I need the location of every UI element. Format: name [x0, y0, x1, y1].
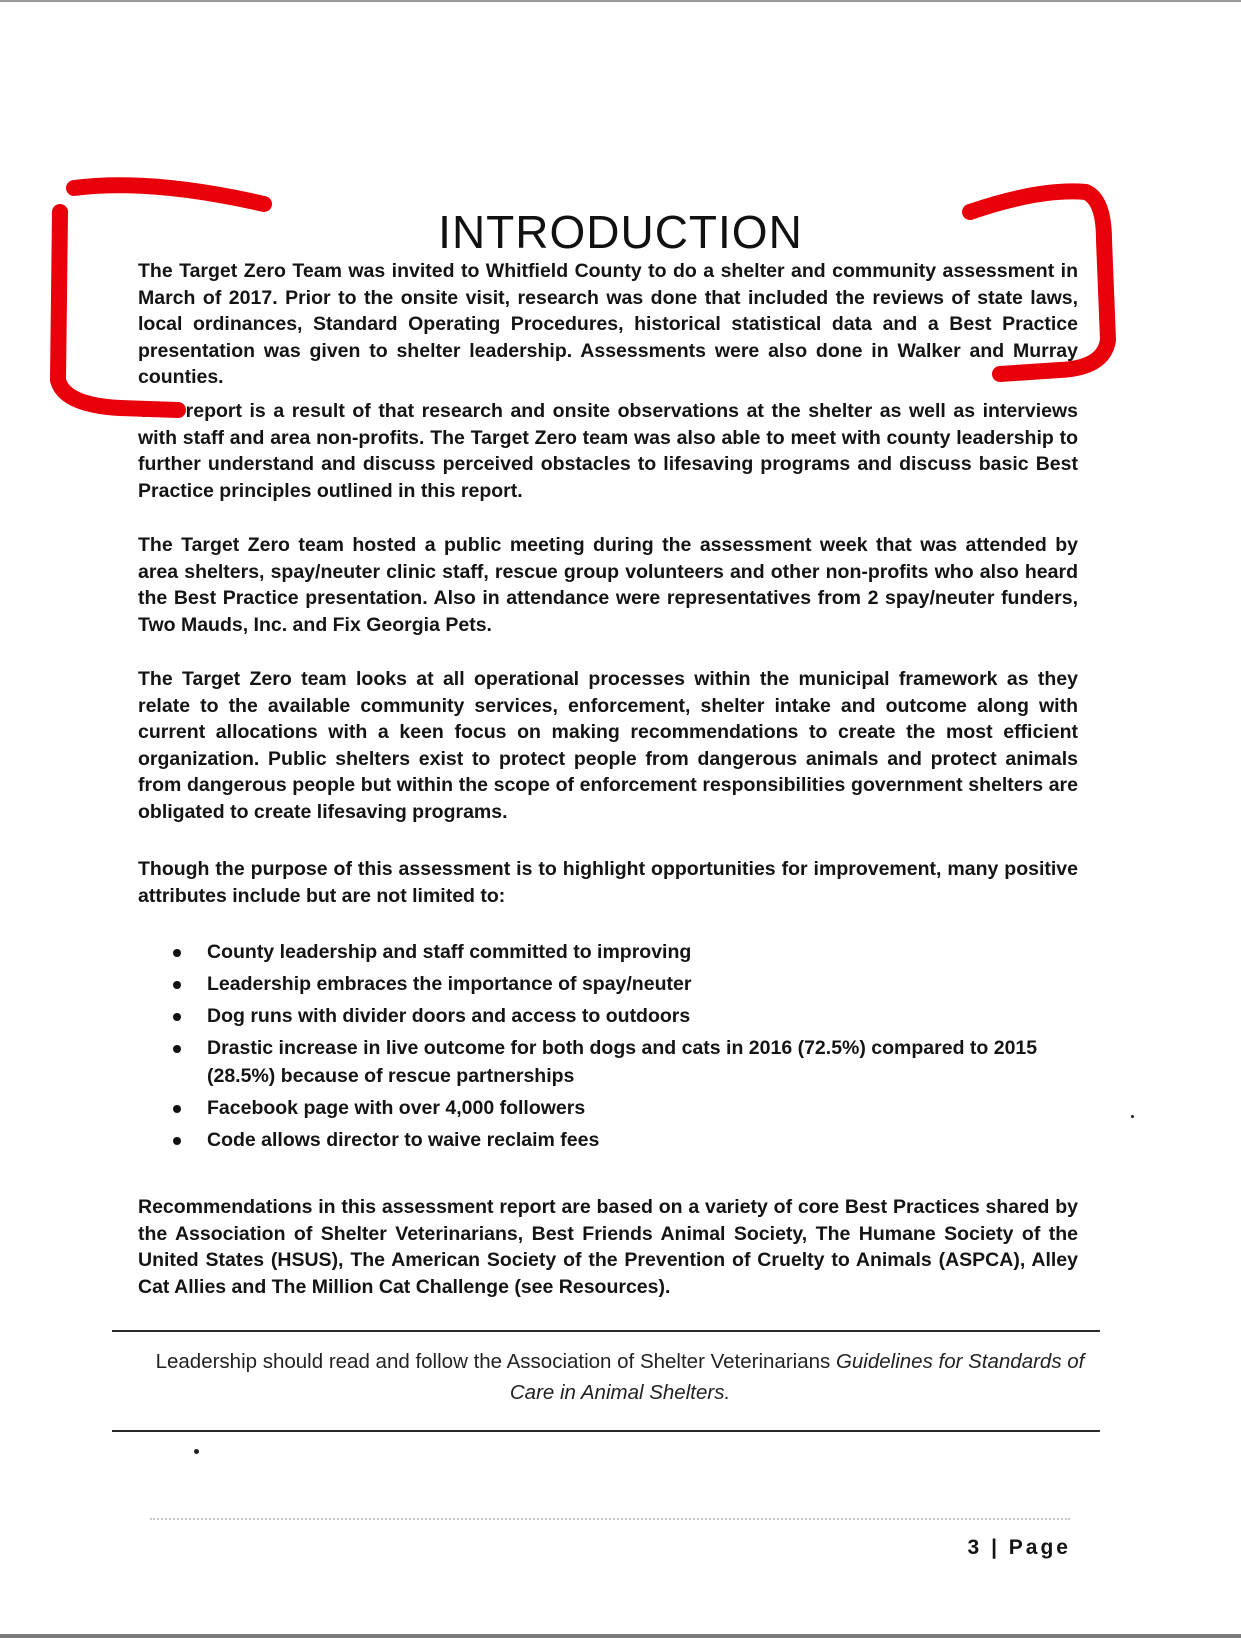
- page-title: INTRODUCTION: [438, 205, 803, 258]
- paragraph-research: This report is a result of that research and onsite observations at the shelter as well as interviews with staff and area non-profits. The Target Zero team was also able to meet with county leadership to further understand and discuss perceived obstacles to lifesaving programs and discuss basic Best Practice principles outlined in this report.: [138, 400, 1078, 502]
- list-item: Drastic increase in live outcome for both dogs and cats in 2016 (72.5%) compared to 2015 (28.5%) because of rescue partnerships: [173, 1034, 1053, 1090]
- list-item: Facebook page with over 4,000 followers: [173, 1094, 1053, 1122]
- bullet-icon: [173, 1105, 181, 1113]
- scan-speck: [194, 1449, 199, 1454]
- bullet-icon: [173, 1137, 181, 1145]
- guidelines-title: Guidelines for Standards of Care in Animal Shelters.: [509, 1350, 1085, 1404]
- paragraph-positives-intro: Though the purpose of this assessment is to highlight opportunities for improvement, many positive attributes include but are not limited to:: [138, 858, 1078, 907]
- paragraph-public-meeting: The Target Zero team hosted a public meeting during the assessment week that was attended by area shelters, spay/neuter clinic staff, rescue group volunteers and other non-profits who also heard the Best Practice presentation. Also in attendance were representatives from 2 spay/neuter funders, Two Mauds, Inc. and Fix Georgia Pets.: [138, 534, 1078, 636]
- scan-top-edge: [0, 0, 1241, 2]
- bullet-icon: [173, 949, 181, 957]
- list-item: Leadership embraces the importance of spay/neuter: [173, 970, 1053, 998]
- bullet-icon: [173, 1013, 181, 1021]
- paragraph-intro: The Target Zero Team was invited to Whitfield County to do a shelter and community assessment in March of 2017. Prior to the onsite visit, research was done that included the reviews of state laws, local ordinances, Standard Operating Procedures, historical statistical data and a Best Practice presentation was given to shelter leadership. Assessments were also done in Walker and Murray counties.: [138, 260, 1078, 388]
- bullet-icon: [173, 981, 181, 989]
- guidelines-callout: Leadership should read and follow the Association of Shelter Veterinarians Guidelines for Standards of Care in Animal Shelters.: [155, 1350, 1085, 1404]
- paragraph-recommendations: Recommendations in this assessment report are based on a variety of core Best Practices shared by the Association of Shelter Veterinarians, Best Friends Animal Society, The Humane Society of the United States (HSUS), The American Society of the Prevention of Cruelty to Animals (ASPCA), Alley Cat Allies and The Million Cat Challenge (see Resources).: [138, 1196, 1078, 1298]
- list-item: Dog runs with divider doors and access to outdoors: [173, 1002, 1053, 1030]
- scan-bottom-edge: [0, 1634, 1241, 1638]
- bullet-icon: [173, 1045, 181, 1053]
- page-number: 3 | Page: [967, 1536, 1071, 1559]
- list-item: County leadership and staff committed to improving: [173, 938, 1053, 966]
- scan-speck: [1131, 1115, 1134, 1118]
- resources-reference: Resources: [558, 1275, 659, 1298]
- divider-top: [112, 1330, 1100, 1332]
- body-content: [138, 258, 1078, 1298]
- list-item: Code allows director to waive reclaim fees: [173, 1126, 1053, 1154]
- footer-dotted-line: [150, 1518, 1070, 1520]
- paragraph-operational: The Target Zero team looks at all operational processes within the municipal framework as they relate to the available community services, enforcement, shelter intake and outcome along with current allocations with a keen focus on making recommendations to create the most efficient organization. Public shelters exist to protect people from dangerous animals and protect animals from dangerous people but within the scope of enforcement responsibilities government shelters are obligated to create lifesaving programs.: [138, 668, 1078, 823]
- positive-attributes-list: [173, 938, 1053, 1158]
- divider-bottom: [112, 1430, 1100, 1432]
